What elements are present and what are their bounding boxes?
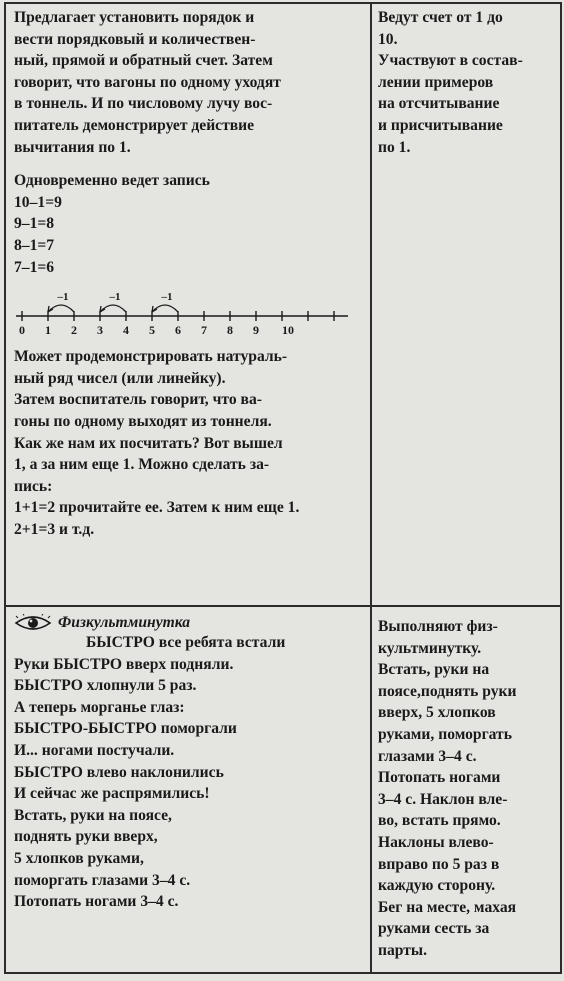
exercise-line: во, встать прямо. (378, 812, 501, 830)
number-line-label: 1 (45, 323, 51, 338)
exercise-line: Потопать ногами (378, 769, 501, 787)
number-line-label: 5 (149, 323, 155, 338)
record-heading: Одновременно ведет запись (14, 172, 210, 190)
number-line-arc (48, 305, 74, 312)
exercise-line: Наклоны влево- (378, 833, 494, 851)
physical-minute-cell (6, 607, 372, 972)
exercise-line: руками, поморгать (378, 725, 512, 743)
number-line-label: 6 (175, 323, 181, 338)
number-line-label: 9 (253, 323, 259, 338)
body-line: 1+1=2 прочитайте ее. Затем к ним еще 1. (14, 499, 300, 517)
body-line: ный ряд чисел (или линейку). (14, 369, 226, 387)
instruction-line: 5 хлопков руками, (14, 849, 144, 867)
number-line-label: 3 (97, 323, 103, 338)
equation: 7–1=6 (14, 258, 55, 276)
exercise-line: глазами 3–4 с. (378, 747, 477, 765)
number-line-label: 7 (201, 323, 207, 338)
instruction-line: Потопать ногами 3–4 с. (14, 893, 179, 911)
number-line (14, 284, 354, 342)
exercise-line: Бег на месте, махая (378, 898, 517, 916)
children-line: Участвуют в состав- (378, 52, 523, 70)
exercise-line: вверх, 5 хлопков (378, 704, 496, 722)
children-line: 10. (378, 30, 398, 48)
intro-line: ный, прямой и обратный счет. Затем (14, 52, 273, 70)
lesson-table (4, 2, 562, 974)
number-line-arc (152, 305, 178, 312)
exercise-line: руками сесть за (378, 920, 490, 938)
children-line: лении примеров (378, 73, 494, 91)
intro-line: питатель демонстрирует действие (14, 116, 255, 134)
body-line: Затем воспитатель говорит, что ва- (14, 391, 262, 409)
body-line: 1, а за ним еще 1. Можно сделать за- (14, 456, 270, 474)
number-line-label: 4 (123, 323, 129, 338)
exercise-line: Встать, руки на (378, 661, 490, 679)
exercise-line: культминутку. (378, 639, 482, 657)
poem-line: БЫСТРО все ребята встали (86, 634, 286, 651)
body-line: гоны по одному выходят из тоннеля. (14, 412, 272, 430)
number-line-label: 2 (71, 323, 77, 338)
equation: 10–1=9 (14, 193, 62, 211)
instruction-line: поморгать глазами 3–4 с. (14, 871, 191, 889)
exercise-line: поясе,поднять руки (378, 682, 517, 700)
eye-icon (14, 614, 52, 632)
intro-line: вычитания по 1. (14, 138, 131, 156)
physical-minute-title: Физкультминутка (58, 614, 191, 631)
instruction-line: поднять руки вверх, (14, 828, 158, 846)
children-line: Ведут счет от 1 до (378, 9, 503, 26)
exercise-line: вправо по 5 раз в (378, 855, 500, 873)
poem-line: Руки БЫСТРО вверх подняли. (14, 655, 234, 673)
poem-line: БЫСТРО-БЫСТРО поморгали (14, 720, 237, 738)
intro-line: вести порядковый и количествен- (14, 30, 256, 48)
intro-line: говорит, что вагоны по одному уходят (14, 73, 281, 91)
poem-line: А теперь морганье глаз: (14, 698, 185, 716)
poem-line: И сейчас же распрямились! (14, 785, 210, 803)
body-line: Как же нам их посчитать? Вот вышел (14, 434, 283, 452)
number-line-label: 10 (282, 323, 294, 338)
number-line-label: 8 (227, 323, 233, 338)
exercise-line: каждую сторону. (378, 877, 496, 895)
teacher-activity-cell (6, 4, 372, 607)
children-line: на отсчитывание (378, 95, 500, 113)
exercise-line: парты. (378, 941, 427, 959)
intro-line: Предлагает установить порядок и (14, 9, 255, 26)
equation: 8–1=7 (14, 236, 55, 254)
number-line-arc-label: –1 (57, 291, 69, 304)
exercise-line: Выполняют физ- (378, 618, 498, 635)
poem-line: И... ногами постучали. (14, 741, 175, 759)
body-line: 2+1=3 и т.д. (14, 520, 95, 538)
physical-minute-header (14, 614, 364, 632)
body-line: пись: (14, 477, 53, 495)
intro-line: в тоннель. И по числовому лучу вос- (14, 95, 273, 113)
children-exercise-cell (372, 607, 560, 972)
number-line-arc-label: –1 (109, 291, 121, 304)
number-line-arc-label: –1 (161, 291, 173, 304)
number-line-arc (100, 305, 126, 312)
children-line: и присчитывание (378, 116, 503, 134)
poem-line: БЫСТРО влево наклонились (14, 763, 224, 781)
instruction-line: Встать, руки на поясе, (14, 806, 172, 824)
children-activity-cell (372, 4, 560, 607)
number-line-label: 0 (19, 323, 25, 338)
exercise-line: 3–4 с. Наклон вле- (378, 790, 508, 808)
equation: 9–1=8 (14, 215, 55, 233)
body-line: Может продемонстрировать натураль- (14, 348, 288, 366)
children-line: по 1. (378, 138, 411, 156)
poem-line: БЫСТРО хлопнули 5 раз. (14, 677, 197, 695)
